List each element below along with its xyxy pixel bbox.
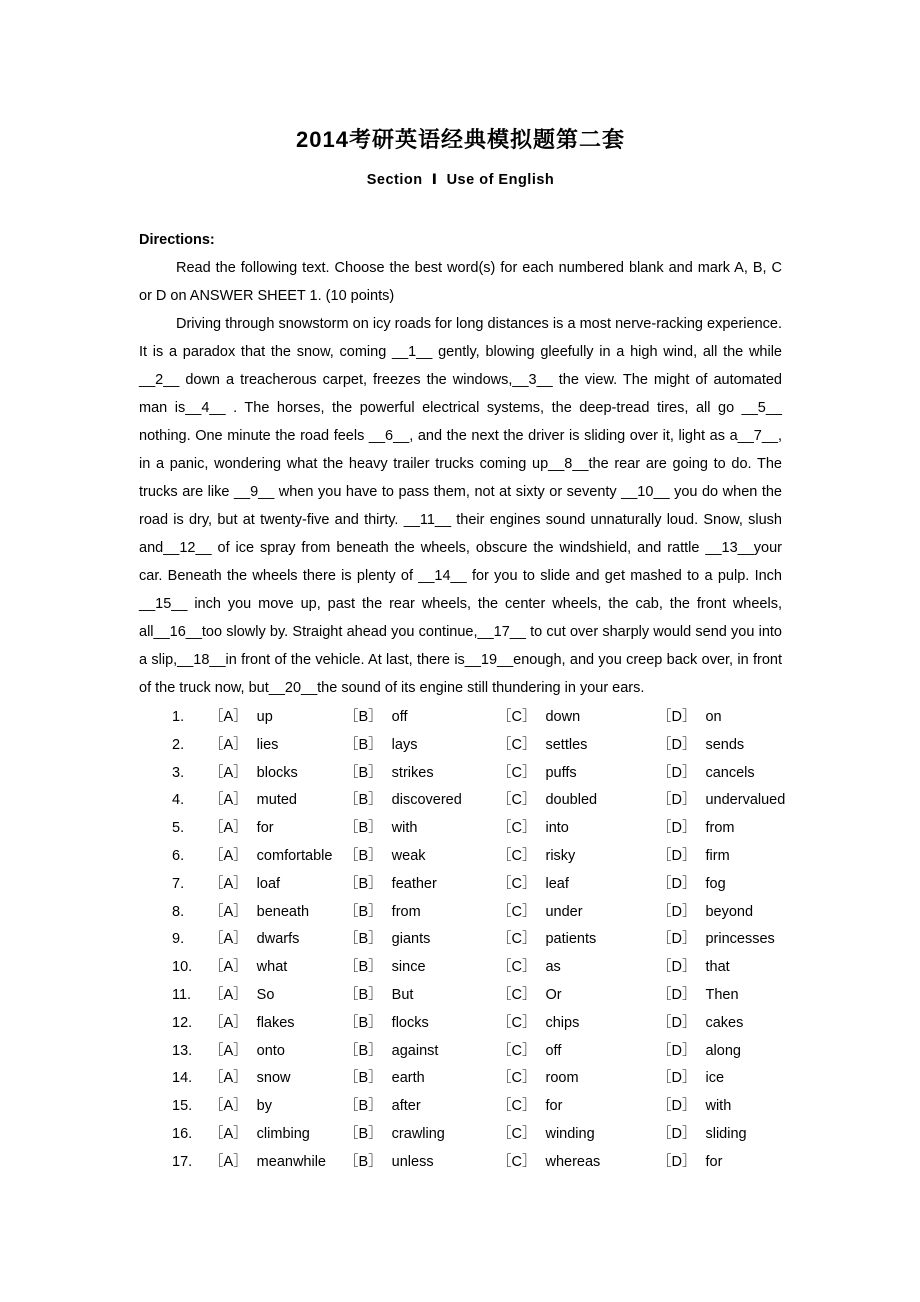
option-d-word: cakes <box>705 1014 744 1031</box>
question-number: 12. <box>172 1014 193 1031</box>
option-a-word: beneath <box>256 903 310 920</box>
option-c <box>497 926 657 954</box>
option-c-key: ［C］ <box>497 875 537 892</box>
option-d-word: Then <box>705 986 739 1003</box>
option-a-word: by <box>256 1098 272 1115</box>
option-a-word: flakes <box>256 1014 295 1031</box>
option-d-key: ［D］ <box>657 875 697 892</box>
option-b-word: discovered <box>391 792 462 809</box>
option-d-key: ［D］ <box>657 986 697 1003</box>
question-row <box>139 704 782 732</box>
option-a-key: ［A］ <box>209 709 248 725</box>
option-b-word: since <box>391 959 426 976</box>
option-c <box>497 954 657 982</box>
option-d <box>657 954 782 982</box>
option-d <box>657 815 782 843</box>
option-d-key: ［D］ <box>657 1014 697 1031</box>
option-d <box>657 787 785 815</box>
option-c-word: leaf <box>545 875 569 892</box>
option-a <box>209 871 344 899</box>
option-b-word: But <box>391 986 414 1003</box>
option-a-key: ［A］ <box>209 931 248 948</box>
option-a <box>209 815 344 843</box>
option-d <box>657 982 782 1010</box>
question-number: 7. <box>172 875 185 892</box>
option-d-word: beyond <box>705 903 754 920</box>
option-b-key: ［B］ <box>344 1153 383 1170</box>
question-row <box>139 787 786 815</box>
option-b-key: ［B］ <box>344 736 383 753</box>
option-b-key: ［B］ <box>344 709 383 725</box>
option-c-key: ［C］ <box>497 709 537 725</box>
option-a-key: ［A］ <box>209 1014 248 1031</box>
option-c <box>497 1010 657 1038</box>
option-b <box>344 815 497 843</box>
option-b <box>344 926 497 954</box>
option-a-word: blocks <box>256 764 298 781</box>
option-b <box>344 760 497 788</box>
option-d <box>657 1149 782 1177</box>
question-number: 10. <box>172 959 193 976</box>
option-b-key: ［B］ <box>344 847 383 864</box>
option-b-word: crawling <box>391 1125 445 1142</box>
option-d-word: firm <box>705 847 730 864</box>
question-row <box>139 843 782 871</box>
question-number: 3. <box>172 764 185 781</box>
question-row <box>139 982 782 1010</box>
option-b <box>344 787 497 815</box>
option-d-word: fog <box>705 875 726 892</box>
option-a-word: for <box>256 820 274 837</box>
option-a-word: dwarfs <box>256 931 300 948</box>
option-a-key: ［A］ <box>209 736 248 753</box>
question-row <box>139 899 782 927</box>
option-a-key: ［A］ <box>209 792 248 809</box>
option-b-key: ［B］ <box>344 1014 383 1031</box>
question-row <box>139 1010 782 1038</box>
option-b <box>344 1038 497 1066</box>
section-heading: Section Ⅰ Use of English <box>366 172 555 188</box>
option-b-word: weak <box>391 847 426 864</box>
option-d-key: ［D］ <box>657 709 697 725</box>
option-c-word: chips <box>545 1014 580 1031</box>
option-d-word: cancels <box>705 764 755 781</box>
option-d-key: ［D］ <box>657 792 697 809</box>
option-c-key: ［C］ <box>497 764 537 781</box>
option-c <box>497 982 657 1010</box>
question-number: 9. <box>172 931 185 948</box>
option-d <box>657 843 782 871</box>
question-row <box>139 1038 782 1066</box>
option-c-key: ［C］ <box>497 1070 537 1087</box>
option-d <box>657 926 782 954</box>
option-a-key: ［A］ <box>209 1042 248 1059</box>
option-d <box>657 1121 782 1149</box>
option-a-word: what <box>256 959 288 976</box>
option-b-word: earth <box>391 1070 425 1087</box>
option-d <box>657 732 782 760</box>
option-b <box>344 1093 497 1121</box>
question-number: 2. <box>172 736 185 753</box>
question-row <box>139 760 782 788</box>
option-c <box>497 1093 657 1121</box>
question-number: 8. <box>172 903 185 920</box>
option-a-key: ［A］ <box>209 986 248 1003</box>
option-c-word: for <box>545 1098 563 1115</box>
option-b-key: ［B］ <box>344 875 383 892</box>
option-d-word: on <box>705 709 722 725</box>
option-a <box>209 704 344 732</box>
question-row <box>139 1065 782 1093</box>
question-row <box>139 1121 782 1149</box>
option-d <box>657 1093 782 1121</box>
option-c <box>497 760 657 788</box>
option-b-key: ［B］ <box>344 764 383 781</box>
option-c-word: doubled <box>545 792 598 809</box>
question-row <box>139 1149 782 1177</box>
option-c <box>497 871 657 899</box>
option-c <box>497 843 657 871</box>
option-d-key: ［D］ <box>657 959 697 976</box>
option-b-word: against <box>391 1042 439 1059</box>
option-a <box>209 899 344 927</box>
option-c <box>497 1065 657 1093</box>
option-a-key: ［A］ <box>209 764 248 781</box>
option-c-key: ［C］ <box>497 986 537 1003</box>
option-a <box>209 1121 344 1149</box>
option-a-key: ［A］ <box>209 959 248 976</box>
question-number: 11. <box>172 986 192 1003</box>
option-d-key: ［D］ <box>657 931 697 948</box>
option-c-key: ［C］ <box>497 959 537 976</box>
option-a <box>209 1065 344 1093</box>
option-d-key: ［D］ <box>657 1098 697 1115</box>
option-c-word: into <box>545 820 569 837</box>
option-c-key: ［C］ <box>497 736 537 753</box>
option-d-word: princesses <box>705 931 775 948</box>
option-d <box>657 1010 782 1038</box>
option-b <box>344 871 497 899</box>
option-a <box>209 1149 344 1177</box>
option-d <box>657 1065 782 1093</box>
option-c-word: patients <box>545 931 597 948</box>
option-a-key: ［A］ <box>209 847 248 864</box>
option-d <box>657 899 782 927</box>
option-a-word: lies <box>256 736 279 753</box>
option-a-key: ［A］ <box>209 820 248 837</box>
option-c-word: down <box>545 709 581 725</box>
option-d-key: ［D］ <box>657 903 697 920</box>
passage-text: Driving through snowstorm on icy roads for long distances is a most nerve-racking experience. It is a paradox that the snow, coming __1__ gently, blowing gleefully in a high wind, all the while __2__ down a treacherous carpet, freezes the windows,__3__ the view. The might of automated man is__4__ . The horses, the powerful electrical systems, the deep-tread tires, all go __5__ nothing. One minute the road feels __6__, and the next the driver is sliding over it, light as a__7__, in a panic, wondering what the heavy trailer trucks coming up__8__the rear are going to do. The trucks are like __9__ when you have to pass them, not at sixty or seventy __10__ you do when the road is dry, but at twenty-five and thirty. __11__ their engines sound unnaturally loud. Snow, slush and__12__ of ice spray from beneath the wheels, obscure the windshield, and rattle __13__your car. Beneath the wheels there is plenty of __14__ for you to slide and get mashed to a pulp. Inch __15__ inch you move up, past the rear wheels, the center wheels, the cab, the front wheels, all__16__too slowly by. Straight ahead you continue,__17__ to cut over sharply would send you into a slip,__18__in front of the vehicle. At last, there is__19__enough, and you creep back over, in front of the truck now, but__20__the sound of its engine still thundering in your ears. <box>139 316 782 696</box>
option-c-key: ［C］ <box>497 1098 537 1115</box>
option-c <box>497 899 657 927</box>
question-number: 13. <box>172 1042 193 1059</box>
option-a-word: snow <box>256 1070 291 1087</box>
option-c-key: ［C］ <box>497 792 537 809</box>
document-content <box>139 0 786 1177</box>
option-b-word: with <box>391 820 418 837</box>
option-a <box>209 1010 344 1038</box>
option-b-key: ［B］ <box>344 986 383 1003</box>
option-b <box>344 704 497 732</box>
option-c-key: ［C］ <box>497 847 537 864</box>
option-b-key: ［B］ <box>344 792 383 809</box>
option-b <box>344 1010 497 1038</box>
option-d-word: along <box>705 1042 741 1059</box>
option-a-key: ［A］ <box>209 1098 248 1115</box>
option-c <box>497 1149 657 1177</box>
option-c-key: ［C］ <box>497 820 537 837</box>
option-c-key: ［C］ <box>497 1153 537 1170</box>
question-row <box>139 1093 782 1121</box>
question-number: 4. <box>172 792 185 809</box>
question-row <box>139 871 782 899</box>
option-a-word: So <box>256 986 275 1003</box>
option-b <box>344 954 497 982</box>
option-c-word: Or <box>545 986 562 1003</box>
question-number: 16. <box>172 1125 193 1142</box>
option-b <box>344 982 497 1010</box>
directions-label: Directions: <box>139 232 215 248</box>
option-d-word: sliding <box>705 1125 747 1142</box>
option-b <box>344 1149 497 1177</box>
option-b-word: strikes <box>391 764 434 781</box>
option-b <box>344 899 497 927</box>
option-c <box>497 1038 657 1066</box>
option-a <box>209 843 344 871</box>
option-d-word: with <box>705 1098 732 1115</box>
option-b <box>344 1065 497 1093</box>
option-d-word: for <box>705 1153 723 1170</box>
option-b-key: ［B］ <box>344 1070 383 1087</box>
option-d-key: ［D］ <box>657 1153 697 1170</box>
option-a <box>209 760 344 788</box>
option-d <box>657 1038 782 1066</box>
option-c-word: off <box>545 1042 562 1059</box>
option-d-key: ［D］ <box>657 1125 697 1142</box>
option-d-word: from <box>705 820 735 837</box>
option-a-word: meanwhile <box>256 1153 326 1170</box>
option-c-key: ［C］ <box>497 1042 537 1059</box>
option-c <box>497 704 657 732</box>
question-number: 5. <box>172 820 185 837</box>
option-c <box>497 815 657 843</box>
option-c-key: ［C］ <box>497 903 537 920</box>
document-title: 2014考研英语经典模拟题第二套 <box>296 127 625 152</box>
option-c-word: under <box>545 903 583 920</box>
option-a-key: ［A］ <box>209 903 248 920</box>
option-a <box>209 1038 344 1066</box>
option-b-word: from <box>391 903 421 920</box>
option-a <box>209 926 344 954</box>
directions-text: Read the following text. Choose the best word(s) for each numbered blank and mark A, B, C or D on ANSWER SHEET 1. (10 points) <box>139 260 782 304</box>
option-b-word: unless <box>391 1153 434 1170</box>
question-number: 1. <box>172 709 185 725</box>
option-a-word: onto <box>256 1042 285 1059</box>
option-c-word: puffs <box>545 764 577 781</box>
option-a <box>209 982 344 1010</box>
option-b-word: lays <box>391 736 418 753</box>
option-a-word: up <box>256 709 273 725</box>
option-a-key: ［A］ <box>209 875 248 892</box>
option-a <box>209 732 344 760</box>
option-d-word: sends <box>705 736 745 753</box>
option-d-key: ［D］ <box>657 820 697 837</box>
option-a <box>209 1093 344 1121</box>
option-a-word: comfortable <box>256 847 333 864</box>
option-c <box>497 1121 657 1149</box>
option-c <box>497 732 657 760</box>
option-d-key: ［D］ <box>657 1070 697 1087</box>
option-d-key: ［D］ <box>657 1042 697 1059</box>
option-b <box>344 1121 497 1149</box>
option-d-word: that <box>705 959 730 976</box>
option-b-key: ［B］ <box>344 931 383 948</box>
option-b <box>344 843 497 871</box>
option-b-key: ［B］ <box>344 1125 383 1142</box>
option-d <box>657 704 782 732</box>
option-c-key: ［C］ <box>497 1014 537 1031</box>
option-b-word: giants <box>391 931 431 948</box>
option-c-word: as <box>545 959 561 976</box>
option-b-key: ［B］ <box>344 1042 383 1059</box>
option-c-key: ［C］ <box>497 931 537 948</box>
option-a-key: ［A］ <box>209 1153 248 1170</box>
option-b-word: after <box>391 1098 421 1115</box>
option-c-word: settles <box>545 736 588 753</box>
option-d-key: ［D］ <box>657 736 697 753</box>
option-a-word: muted <box>256 792 297 809</box>
option-a-word: climbing <box>256 1125 310 1142</box>
option-d-key: ［D］ <box>657 764 697 781</box>
option-b-word: feather <box>391 875 437 892</box>
option-c-word: risky <box>545 847 576 864</box>
option-b-word: flocks <box>391 1014 429 1031</box>
option-a <box>209 954 344 982</box>
option-c-word: room <box>545 1070 579 1087</box>
question-row <box>139 732 782 760</box>
question-number: 15. <box>172 1098 193 1115</box>
option-a-key: ［A］ <box>209 1070 248 1087</box>
option-c-key: ［C］ <box>497 1125 537 1142</box>
option-b-key: ［B］ <box>344 903 383 920</box>
option-d-key: ［D］ <box>657 847 697 864</box>
question-row <box>139 815 782 843</box>
option-a <box>209 787 344 815</box>
option-b <box>344 732 497 760</box>
option-d <box>657 760 782 788</box>
question-row <box>139 954 782 982</box>
option-a-key: ［A］ <box>209 1125 248 1142</box>
option-c <box>497 787 657 815</box>
option-d-word: undervalued <box>705 792 786 809</box>
option-b-key: ［B］ <box>344 820 383 837</box>
option-d <box>657 871 782 899</box>
option-b-key: ［B］ <box>344 1098 383 1115</box>
option-d-word: ice <box>705 1070 725 1087</box>
option-c-word: winding <box>545 1125 595 1142</box>
option-b-key: ［B］ <box>344 959 383 976</box>
question-row <box>139 926 782 954</box>
option-c-word: whereas <box>545 1153 601 1170</box>
question-number: 17. <box>172 1153 193 1170</box>
question-number: 14. <box>172 1070 193 1087</box>
option-a-word: loaf <box>256 875 281 892</box>
options-list <box>139 704 786 1177</box>
option-b-word: off <box>391 709 408 725</box>
question-number: 6. <box>172 847 185 864</box>
